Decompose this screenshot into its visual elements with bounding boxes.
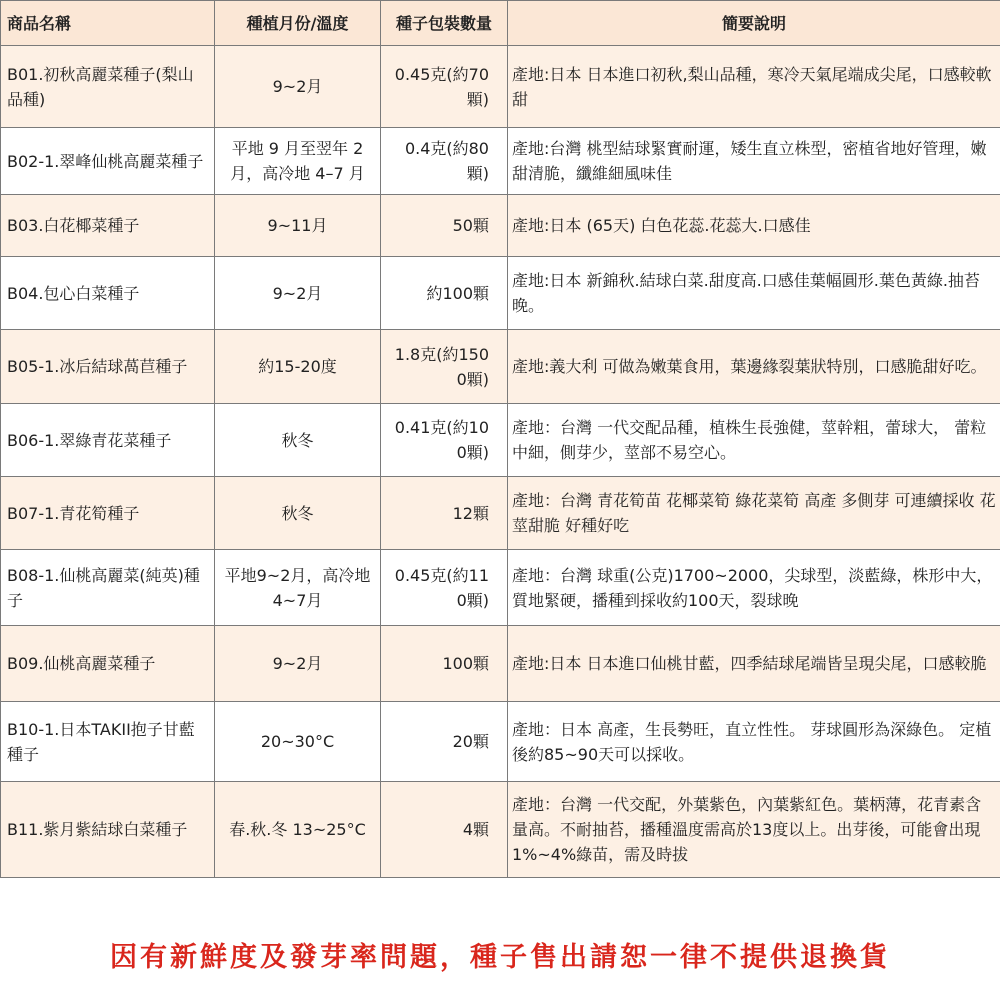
description-cell: 產地:義大利 可做為嫩葉食用，葉邊緣裂葉狀特別，口感脆甜好吃。 [508,330,1000,404]
header-product-name: 商品名稱 [1,1,215,46]
description-cell: 產地：台灣 一代交配，外葉紫色，內葉紫紅色。葉柄薄，花青素含量高。不耐抽苔，播種溫度需高於13度以上。出芽後，可能會出現1%~4%綠苗，需及時拔 [508,782,1000,878]
table-row [1,550,1000,626]
quantity-cell: 12顆 [381,477,508,550]
table-row [1,330,1000,404]
table-row [1,257,1000,330]
season-cell: 平地9~2月，高冷地4~7月 [215,550,381,626]
description-cell: 產地:台灣 桃型結球緊實耐運，矮生直立株型，密植省地好管理，嫩甜清脆，纖維細風味佳 [508,128,1000,195]
table-row [1,128,1000,195]
season-cell: 春.秋.冬 13~25°C [215,782,381,878]
quantity-cell: 0.4克(約80顆) [381,128,508,195]
description-cell: 產地：台灣 青花筍苗 花椰菜筍 綠花菜筍 高產 多側芽 可連續採收 花莖甜脆 好種好吃 [508,477,1000,550]
table-row [1,626,1000,702]
quantity-cell: 100顆 [381,626,508,702]
quantity-cell: 1.8克(約1500顆) [381,330,508,404]
table-row [1,195,1000,257]
quantity-cell: 0.45克(約110顆) [381,550,508,626]
description-cell: 產地:日本 新錦秋.結球白菜.甜度高.口感佳葉幅圓形.葉色黃綠.抽苔晚。 [508,257,1000,330]
quantity-cell: 4顆 [381,782,508,878]
description-cell: 產地:日本 (65天) 白色花蕊.花蕊大.口感佳 [508,195,1000,257]
quantity-cell: 0.45克(約70顆) [381,46,508,128]
no-return-notice: 因有新鮮度及發芽率問題，種子售出請恕一律不提供退換貨 [110,942,890,973]
product-name-cell: B08-1.仙桃高麗菜(純英)種子 [1,550,215,626]
description-cell: 產地：日本 高產，生長勢旺，直立性性。 芽球圓形為深綠色。 定植後約85~90天可以採收。 [508,702,1000,782]
description-cell: 產地:日本 日本進口仙桃甘藍，四季結球尾端皆呈現尖尾，口感較脆 [508,626,1000,702]
quantity-cell: 約100顆 [381,257,508,330]
season-cell: 秋冬 [215,404,381,477]
season-cell: 20~30°C [215,702,381,782]
header-description: 簡要說明 [508,1,1000,46]
quantity-cell: 50顆 [381,195,508,257]
product-name-cell: B03.白花椰菜種子 [1,195,215,257]
table-header-row [1,1,1000,46]
table-row [1,702,1000,782]
description-cell: 產地：台灣 一代交配品種，植株生長強健，莖幹粗，蕾球大， 蕾粒中細，側芽少，莖部不易空心。 [508,404,1000,477]
product-name-cell: B04.包心白菜種子 [1,257,215,330]
season-cell: 平地 9 月至翌年 2 月，高冷地 4–7 月 [215,128,381,195]
product-name-cell: B05-1.冰后結球萵苣種子 [1,330,215,404]
season-cell: 9~2月 [215,626,381,702]
product-name-cell: B09.仙桃高麗菜種子 [1,626,215,702]
table-row [1,46,1000,128]
product-name-cell: B01.初秋高麗菜種子(梨山品種) [1,46,215,128]
season-cell: 9~2月 [215,46,381,128]
product-name-cell: B06-1.翠綠青花菜種子 [1,404,215,477]
season-cell: 秋冬 [215,477,381,550]
season-cell: 9~11月 [215,195,381,257]
header-package-quantity: 種子包裝數量 [381,1,508,46]
description-cell: 產地:日本 日本進口初秋,梨山品種，寒冷天氣尾端成尖尾，口感較軟甜 [508,46,1000,128]
description-cell: 產地：台灣 球重(公克)1700~2000，尖球型，淡藍綠，株形中大，質地緊硬，播種到採收約100天，裂球晚 [508,550,1000,626]
season-cell: 9~2月 [215,257,381,330]
quantity-cell: 0.41克(約100顆) [381,404,508,477]
table-row [1,404,1000,477]
table-row [1,477,1000,550]
product-name-cell: B02-1.翠峰仙桃高麗菜種子 [1,128,215,195]
product-name-cell: B11.紫月紫結球白菜種子 [1,782,215,878]
product-name-cell: B10-1.日本TAKII抱子甘藍種子 [1,702,215,782]
product-name-cell: B07-1.青花筍種子 [1,477,215,550]
table-row [1,782,1000,878]
header-planting-season: 種植月份/溫度 [215,1,381,46]
season-cell: 約15-20度 [215,330,381,404]
quantity-cell: 20顆 [381,702,508,782]
